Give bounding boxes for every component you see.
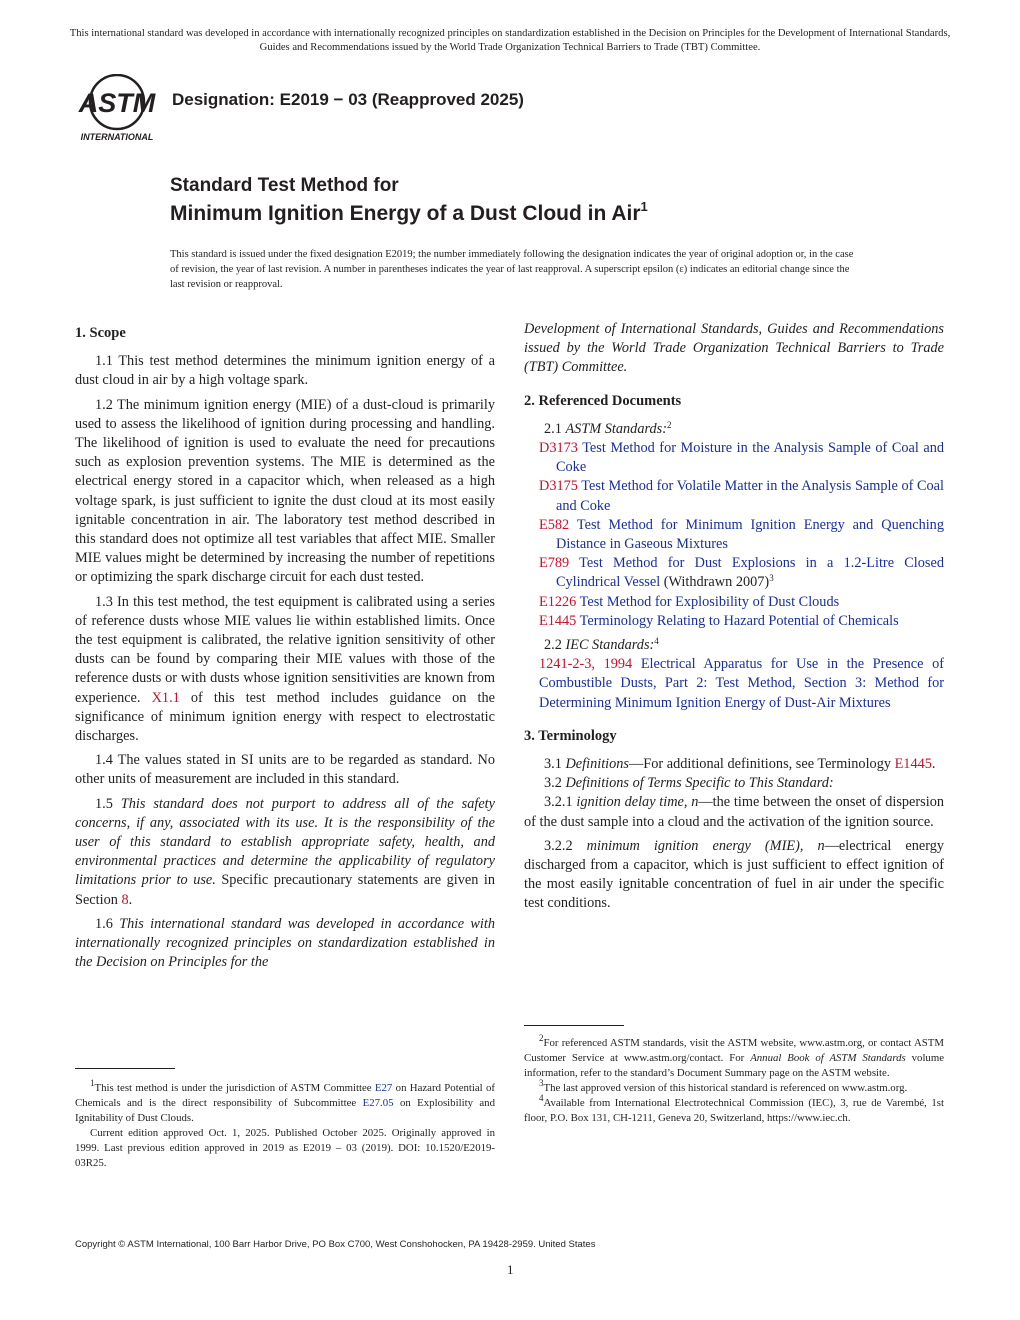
- para-1-5-num: 1.5: [95, 795, 113, 812]
- para-3-1-italic: Definitions: [565, 756, 629, 773]
- logo-word: INTERNATIONAL: [80, 132, 154, 142]
- ref-code[interactable]: E789: [539, 555, 570, 572]
- para-1-6-num: 1.6: [95, 915, 113, 932]
- para-3-2-1-text: —the time between the onset of dispersion of the dust sample into a cloud and the activation of the ignition source.: [524, 794, 944, 830]
- fn3-text: The last approved version of this historical standard is referenced on www.astm.org.: [543, 1082, 908, 1094]
- para-3-2-2: [524, 837, 944, 914]
- para-1-3: [75, 593, 495, 747]
- footnote-rule-left: [75, 1068, 175, 1069]
- ref-code[interactable]: E582: [539, 516, 570, 533]
- ref-title[interactable]: Test Method for Dust Explosions in a 1.2-Litre Closed Cylindrical Vessel: [556, 555, 944, 591]
- ref-code[interactable]: 1241-2-3, 1994: [539, 656, 633, 673]
- fn1-text-c: on Explosibility and Ignitability of Dust Clouds.: [75, 1097, 495, 1124]
- para-3-1: 3.1 Definitions—For additional definitions, see Terminology E1445.: [544, 756, 936, 773]
- page-number: 1: [507, 1262, 514, 1277]
- ref-title[interactable]: Test Method for Volatile Matter in the Analysis Sample of Coal and Coke: [556, 478, 944, 514]
- title-line-2: [170, 199, 648, 226]
- para-1-5-tail: Specific precautionary statements are given in Section: [75, 872, 496, 908]
- astm-logo: [72, 74, 162, 144]
- para-3-2-2-num: 3.2.2: [544, 837, 573, 854]
- ref-d3173[interactable]: [539, 439, 944, 477]
- left-column: [75, 320, 495, 978]
- para-1-2: 1.2 The minimum ignition energy (MIE) of a dust-cloud is primarily used to assess the likelihood of ignition during processing and handling. The likelihood of ignition is used to evaluate the need for precautions such as explosion prevention systems. The MIE is determined as the electrical energy stored in a capacitor which, when released as a high voltage spark, is just sufficient to ignite the dust cloud at its most easily ignitable concentration in air. The laboratory test method described in this standard does not optimize all test variables that affect MIE. Smaller MIE values might be determined by increasing the number of repetitions or optimizing the spark discharge circuit for each dust tested.: [75, 396, 495, 586]
- ref-title[interactable]: Test Method for Minimum Ignition Energy and Quenching Distance in Gaseous Mixtures: [556, 516, 944, 553]
- e789-fn-ref[interactable]: 3: [769, 573, 774, 584]
- para-3-2-2-term: minimum ignition energy (MIE), n: [586, 837, 825, 854]
- fn-num: 4: [539, 1093, 544, 1103]
- para-1-3-text: 1.3 In this test method, the test equipment is calibrated using a series of reference dusts whose MIE values lie within established limits. Once the test equipment is calibrated, the relative ignition sensitivity of other dusts can be found by comparing their MIE values with those of the reference dusts or with dusts whose ignition sensitivities are known from experience.: [75, 593, 495, 706]
- iec-label-num: 2.2: [544, 637, 562, 654]
- section-scope-heading: 1. Scope: [75, 325, 126, 341]
- para-3-2-1-num: 3.2.1: [544, 794, 573, 811]
- section-terminology-heading: 3. Terminology: [524, 727, 617, 744]
- link-e1445[interactable]: E1445: [894, 756, 932, 773]
- copyright: Copyright © ASTM International, 100 Barr Harbor Drive, PO Box C700, West Conshohocken, PA 19428-2959. United States: [75, 1239, 596, 1250]
- para-3-2-1: [524, 793, 944, 831]
- designation: Designation: E2019 − 03 (Reapproved 2025): [172, 90, 524, 109]
- footnote-2: [524, 1033, 945, 1081]
- link-x1-1[interactable]: X1.1: [151, 689, 180, 706]
- ref-code[interactable]: D3175: [539, 478, 578, 495]
- para-1-4: 1.4 The values stated in SI units are to be regarded as standard. No other units of measurement are included in this standard.: [75, 752, 495, 788]
- para-3-1-text: —For additional definitions, see Terminology: [629, 756, 891, 773]
- ref-e789[interactable]: [539, 554, 944, 592]
- astm-standards-label: [524, 420, 944, 439]
- ref-title[interactable]: Test Method for Moisture in the Analysis Sample of Coal and Coke: [556, 440, 944, 476]
- title-text: Minimum Ignition Energy of a Dust Cloud in Air: [170, 202, 641, 225]
- link-e27-05[interactable]: E27.05: [362, 1097, 394, 1109]
- para-1-3-tail: of this test method includes guidance on the significance of minimum ignition energy with respect to electrostatic discharges.: [75, 689, 495, 745]
- footnotes-left: [75, 1078, 496, 1171]
- issue-note: This standard is issued under the fixed designation E2019; the number immediately following the designation indicates the year of original adoption or, in the case of revision, the year of last revision. A number in parentheses indicates the year of last reapproval. A superscript epsilon (ε) indicates an editorial change since the last revision or reapproval.: [170, 249, 854, 290]
- para-1-6-continued: Development of International Standards, Guides and Recommendations issued by the World Trade Organization Technical Barriers to Trade (TBT) Committee.: [524, 321, 944, 376]
- iec-fn-ref[interactable]: 4: [654, 636, 659, 647]
- footnote-4: [524, 1093, 944, 1126]
- ref-d3175[interactable]: [539, 477, 944, 515]
- fn2-italic: Annual Book of ASTM Standards: [750, 1052, 906, 1064]
- footnote-3: [524, 1078, 944, 1096]
- logo-mark: ASTM: [78, 88, 156, 118]
- para-3-2-italic: Definitions of Terms Specific to This Standard:: [565, 775, 834, 792]
- astm-label-text: ASTM Standards:: [565, 420, 667, 437]
- footnote-1: [75, 1078, 496, 1126]
- ref-code[interactable]: E1445: [539, 612, 577, 629]
- footnotes-right: [524, 1033, 945, 1126]
- right-column: [524, 320, 944, 919]
- para-3-2-num: 3.2: [544, 775, 562, 792]
- fn4-text: Available from International Electrotechnical Commission (IEC), 3, rue de Varembé, 1st floor, P.O. Box 131, CH-1211, Geneva 20, Switzerland, https://www.iec.ch.: [524, 1097, 944, 1124]
- astm-fn-ref[interactable]: 2: [667, 419, 672, 430]
- para-1-6: [75, 915, 495, 973]
- title-footnote-ref[interactable]: 1: [640, 199, 648, 214]
- para-3-1-num: 3.1: [544, 756, 562, 773]
- fn-num: 3: [539, 1078, 544, 1088]
- ref-e582[interactable]: [539, 516, 944, 554]
- para-1-6-italic: This international standard was developed in accordance with internationally recognized principles on standardization established in the Decision on Principles for the: [75, 915, 496, 971]
- fn2-text-a: For referenced ASTM standards, visit the ASTM website, www.astm.org, or contact ASTM Customer Service at www.astm.org/contact. For: [524, 1037, 944, 1064]
- title-line-1: Standard Test Method for: [170, 175, 399, 196]
- section-refdocs-heading: 2. Referenced Documents: [524, 392, 682, 409]
- astm-label-num: 2.1: [544, 420, 562, 437]
- para-1-5: 1.5 This standard does not purport to address all of the safety concerns, if any, associated with its use. It is the responsibility of the user of this standard to establish appropriate safety, health, and environmental practices and determine the applicability of regulatory limitations prior to use. Specific precautionary statements are given in Section 8.: [75, 795, 496, 908]
- fn1-text-b: on Hazard Potential of Chemicals and is the direct responsibility of Subcommittee: [75, 1082, 496, 1109]
- para-3-2: [524, 774, 944, 793]
- footnote-1-edition: Current edition approved Oct. 1, 2025. Published October 2025. Originally approved in 1999. Last previous edition approved in 2019 as E2019 – 03 (2019). DOI: 10.1520/E2019-03R25.: [75, 1127, 495, 1169]
- para-1-1: 1.1 This test method determines the minimum ignition energy of a dust cloud in air by a high voltage spark.: [75, 353, 495, 389]
- ref-e1445[interactable]: [539, 612, 944, 631]
- ref-withdrawn: (Withdrawn 2007): [660, 574, 770, 591]
- para-3-2-2-text: —electrical energy discharged from a capacitor, which is just sufficient to effect ignition of the most easily ignitable concentration of fuel in air under the specific test conditions.: [524, 837, 945, 912]
- para-3-2-1-term: ignition delay time, n: [576, 794, 699, 811]
- ref-iec-1241[interactable]: [539, 655, 944, 713]
- fn2-text-b: volume information, refer to the standard’s Document Summary page on the ASTM website.: [524, 1052, 945, 1079]
- ref-code[interactable]: D3173: [539, 440, 578, 457]
- para-1-5-italic: This standard does not purport to address all of the safety concerns, if any, associated with its use. It is the responsibility of the user of this standard to establish appropriate safety, health, and environmental practices and determine the applicability of regulatory limitations prior to use.: [75, 795, 495, 889]
- fn-num: 1: [90, 1078, 95, 1088]
- notice-banner: This international standard was developed in accordance with internationally recognized principles on standardization established in the Decision on Principles for the Development of International Standards, Guides and Recommendations issued by the World Trade Organization Technical Barriers to Trade (TBT) Committee.: [69, 28, 951, 53]
- footnote-rule-right: [524, 1025, 624, 1026]
- ref-title[interactable]: Test Method for Explosibility of Dust Clouds: [579, 593, 840, 610]
- fn1-text-a: This test method is under the jurisdiction of ASTM Committee: [94, 1082, 372, 1094]
- link-e27[interactable]: E27: [374, 1082, 393, 1094]
- fn-num: 2: [539, 1033, 544, 1043]
- iec-label-text: IEC Standards:: [565, 637, 655, 654]
- link-section-8[interactable]: 8: [121, 891, 129, 908]
- iec-standards-label: [524, 636, 944, 655]
- ref-title[interactable]: Terminology Relating to Hazard Potential of Chemicals: [579, 612, 899, 629]
- ref-title[interactable]: Electrical Apparatus for Use in the Presence of Combustible Dusts, Part 2: Test Method, Section 3: Method for Determining Minimum Ignition Energy of Dust-Air Mixtures: [539, 656, 945, 711]
- ref-e1226[interactable]: [539, 593, 944, 612]
- ref-code[interactable]: E1226: [539, 593, 577, 610]
